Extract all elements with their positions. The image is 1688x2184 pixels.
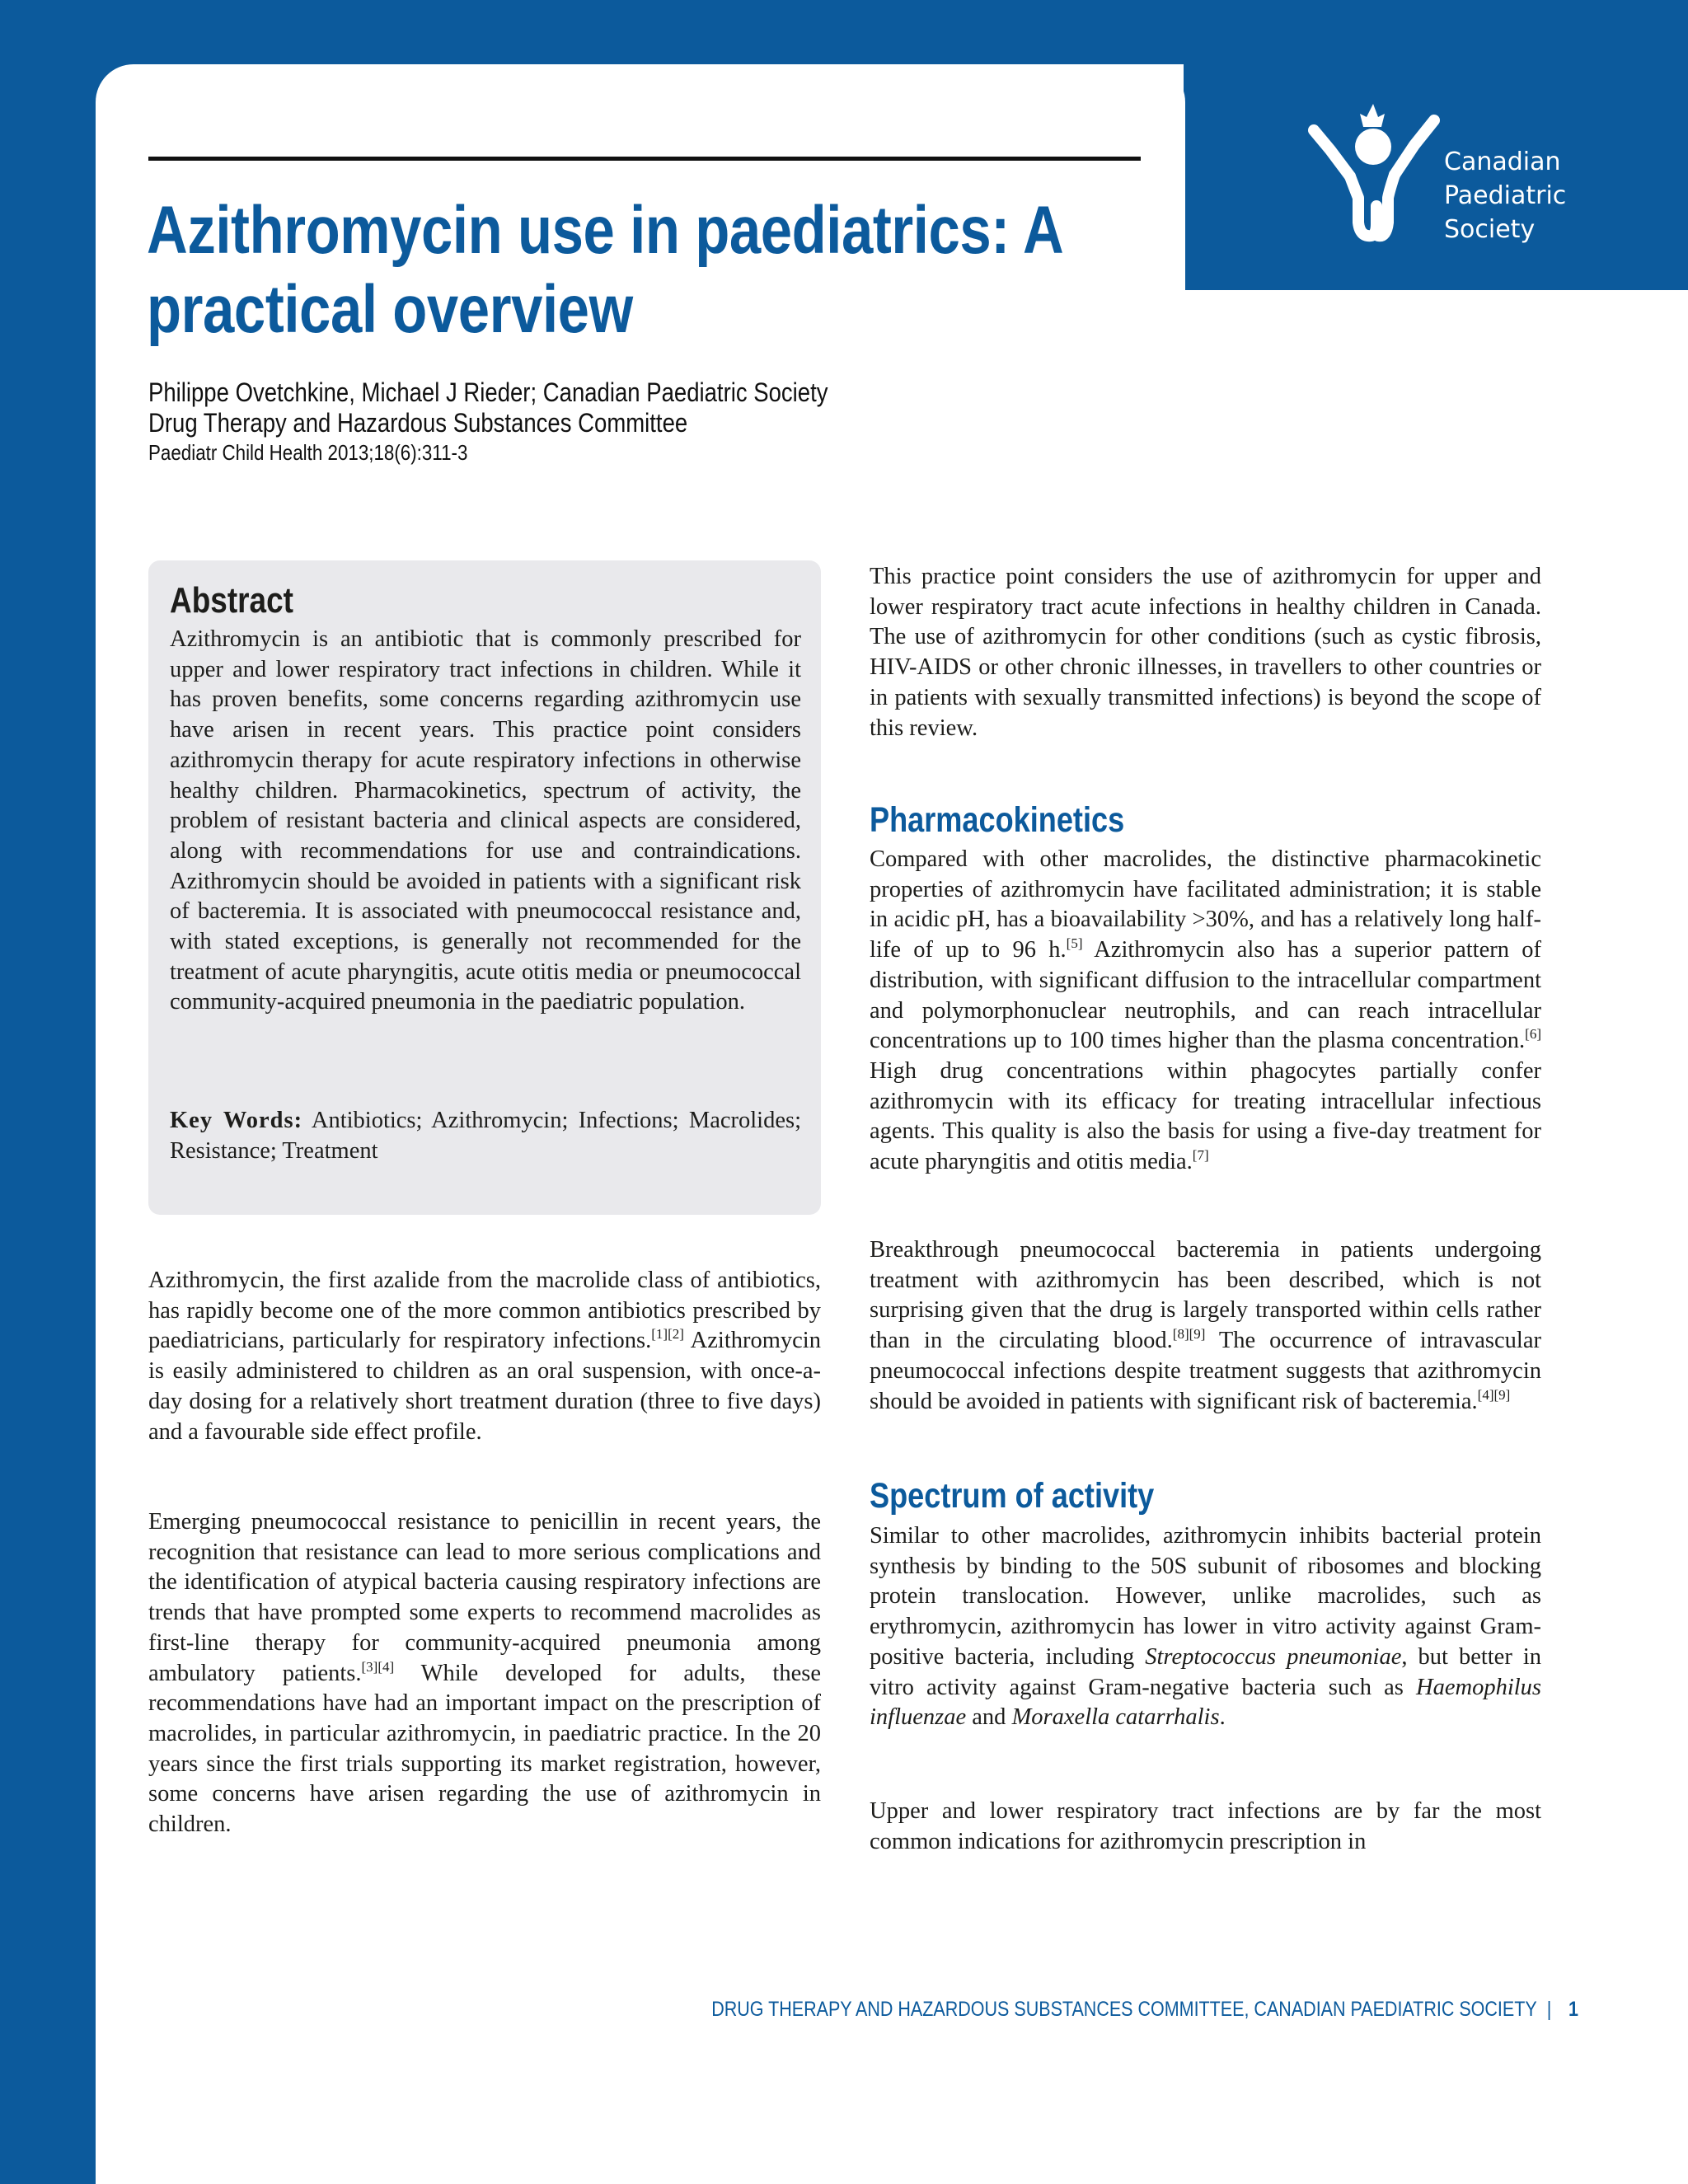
citation-ref[interactable]: [3][4]	[361, 1658, 395, 1675]
title-line: Azithromycin use in paediatrics: A	[147, 193, 1064, 268]
citation-ref[interactable]: [5]	[1066, 935, 1083, 952]
page-number: 1	[1568, 1998, 1578, 2021]
citation-ref[interactable]: [1][2]	[651, 1326, 684, 1343]
citation-ref[interactable]: [4][9]	[1477, 1386, 1511, 1403]
citation: Paediatr Child Health 2013;18(6):311-3	[148, 440, 468, 465]
abstract-heading: Abstract	[170, 580, 293, 621]
author-names: Philippe Ovetchkine, Michael J Rieder; Canadian Paediatric Society	[148, 377, 828, 407]
abstract-text: Azithromycin is an antibiotic that is commonly prescribed for upper and lower respiratory tract infections in children. While it has proven benefits, some concerns regarding azithromycin use have arisen in recent years. This practice point considers azithromycin therapy for acute respiratory infections in otherwise healthy children. Pharmacokinetics, spectrum of activity, the problem of resistant bacteria and clinical aspects are considered, along with recommendations for use and contraindications. Azithromycin should be avoided in patients with a significant risk of bacteremia. It is associated with pneumococcal resistance and, with stated exceptions, is generally not recommended for the treatment of acute pharyngitis, acute otitis media or pneumococcal community-acquired pneumonia in the paediatric population.	[170, 626, 801, 1015]
body-paragraph: Breakthrough pneumococcal bacteremia in patients undergoing treatment with azithromycin has been described, which is not surprising given that the drug is largely transported within cells rather than in the circulating blood.[8][9] The occurrence of intravascular pneumococcal infections despite treatment suggests that azithromycin should be avoided in patients with significant risk of bacteremia.[4][9]	[870, 1237, 1541, 1414]
logo-wordmark	[1444, 145, 1566, 246]
body-paragraph: Upper and lower respiratory tract infections are by far the most common indications for azithromycin prescription in	[870, 1798, 1541, 1854]
page-footer	[711, 1998, 1578, 2022]
keywords-label: Key Words:	[170, 1108, 303, 1133]
title-line: practical overview	[147, 272, 633, 347]
citation-ref[interactable]: [8][9]	[1172, 1326, 1206, 1343]
footer-separator: |	[1546, 1998, 1552, 2021]
header-notch	[1126, 64, 1185, 290]
logo-line: Canadian	[1444, 148, 1561, 176]
page-title	[147, 191, 1064, 349]
body-paragraph: Azithromycin, the first azalide from the macrolide class of antibiotics, has rapidly become one of the more common antibiotics prescribed by paediatricians, particularly for respiratory infections.[1][2] Azithromycin is easily administered to children as an oral suspension, with once-a-day dosing for a relatively short treatment duration (three to five days) and a favourable side effect profile.	[148, 1268, 821, 1445]
maple-leaf-child-icon	[1302, 99, 1451, 247]
keywords	[170, 1106, 801, 1166]
citation-ref[interactable]: [6]	[1525, 1026, 1541, 1043]
logo-line: Paediatric	[1444, 181, 1567, 210]
section-heading-pharmacokinetics: Pharmacokinetics	[870, 800, 1125, 840]
keywords-list: Antibiotics; Azithromycin; Infections; Macrolides; Resistance; Treatment	[170, 1108, 801, 1164]
committee-name: Drug Therapy and Hazardous Substances Committee	[148, 408, 688, 438]
body-paragraph: This practice point considers the use of azithromycin for upper and lower respiratory tract acute infections in healthy children in Canada. The use of azithromycin for other conditions (such as cystic fibrosis, HIV-AIDS or other chronic illnesses, in travellers to other countries or in patients with sexually transmitted infections) is beyond the scope of this review.	[870, 564, 1541, 741]
body-paragraph: Compared with other macrolides, the distinctive pharmacokinetic properties of azithromycin have facilitated administration; it is stable in acidic pH, has a bioavailability >30%, and has a relatively long half-life of up to 96 h.[5] Azithromycin also has a superior pattern of distribution, with significant diffusion to the intracellular compartment and polymorphonuclear neutrophils, and can reach intracellular concentrations up to 100 times higher than the plasma concentration.[6] High drug concentrations within phagocytes partially confer azithromycin with its efficacy for treating intracellular infectious agents. This quality is also the basis for using a five-day treatment for acute pharyngitis and otitis media.[7]	[870, 846, 1541, 1175]
citation-ref[interactable]: [7]	[1192, 1147, 1209, 1164]
logo-line: Society	[1444, 215, 1536, 244]
body-paragraph: Emerging pneumococcal resistance to penicillin in recent years, the recognition that resistance can lead to more serious complications and the identification of atypical bacteria causing respiratory infections are trends that have prompted some experts to recommend macrolides as first-line therapy for community-acquired pneumonia among ambulatory patients.[3][4] While developed for adults, these recommendations have had an important impact on the prescription of macrolides, in particular azithromycin, in paediatric practice. In the 20 years since the first trials supporting its market registration, however, some concerns have arisen regarding the use of azithromycin in children.	[148, 1509, 821, 1838]
title-rule	[148, 157, 1141, 161]
body-paragraph: Similar to other macrolides, azithromycin inhibits bacterial protein synthesis by binding to the 50S subunit of ribosomes and blocking protein translocation. However, unlike macrolides, such as erythromycin, azithromycin has lower in vitro activity against Gram-positive bacteria, including Streptococcus pneumoniae, but better in vitro activity against Gram-negative bacteria such as Haemophilus influenzae and Moraxella catarrhalis.	[870, 1523, 1542, 1731]
section-heading-spectrum: Spectrum of activity	[870, 1476, 1155, 1516]
footer-text: DRUG THERAPY AND HAZARDOUS SUBSTANCES COMMITTEE, CANADIAN PAEDIATRIC SOCIETY	[711, 1998, 1537, 2021]
author-block	[148, 377, 828, 466]
